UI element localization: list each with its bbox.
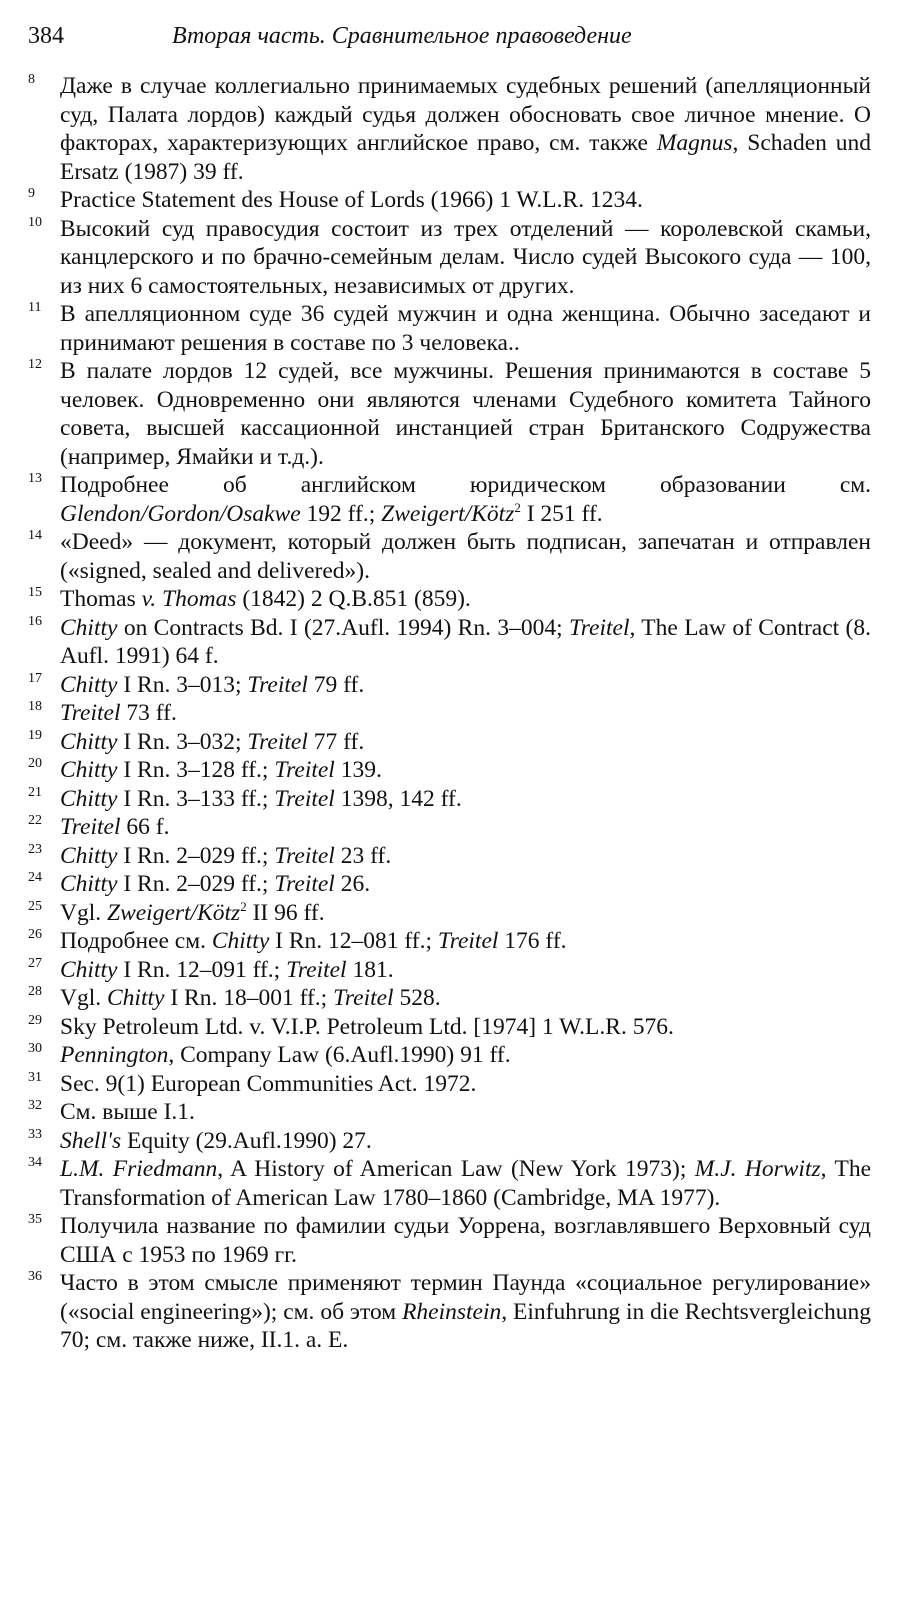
footnote-segment: Practice Statement des House of Lords (1966) 1 W.L.R. 1234. — [60, 187, 643, 213]
footnote-number: 30 — [28, 1041, 42, 1056]
footnote-italic-segment: Treitel — [274, 785, 335, 812]
footnote-italic-segment: Treitel — [274, 757, 335, 783]
footnote-italic-segment: Pennington — [60, 1042, 169, 1068]
footnote-segment: Подробнее см. — [60, 928, 212, 954]
footnote-segment: Sec. 9(1) European Communities Act. 1972. — [60, 1070, 477, 1097]
footnote — [28, 215, 871, 301]
footnote-segment: Высокий суд правосудия состоит из трех отделений — королевской скамьи, канцлерского и по брачно-семейным делам. Число судей Высокого суда — 100, из них 6 самостоятельных, независимых от других. — [60, 215, 871, 299]
footnote-segment: См. выше I.1. — [60, 1099, 195, 1125]
footnote-segment: , A History of American Law (New York 1973); — [217, 1156, 695, 1182]
footnote-segment: 192 ff.; — [300, 500, 382, 527]
footnote-text — [60, 786, 462, 812]
footnote-italic-segment: Treitel — [568, 614, 630, 641]
footnote-italic-segment: Rheinstein — [402, 1298, 502, 1325]
footnote-number: 34 — [28, 1155, 42, 1170]
footnote-italic-segment: Chitty — [60, 614, 118, 641]
footnote-italic-segment: Treitel — [274, 842, 335, 869]
footnote-segment: В апелляционном суде 36 судей мужчин и одна женщина. Обычно заседают и принимают решения в составе по 3 человека.. — [60, 301, 871, 356]
footnote-number: 36 — [28, 1269, 42, 1284]
footnote — [28, 813, 871, 842]
footnote-segment: Vgl. — [60, 899, 107, 926]
footnote-text — [60, 700, 177, 726]
footnote-number: 19 — [28, 727, 42, 743]
footnote-text — [60, 73, 871, 185]
footnote — [28, 1098, 871, 1127]
footnote-number: 27 — [28, 955, 42, 971]
footnote-italic-segment: Zweigert/Kötz — [107, 899, 241, 926]
footnote-italic-segment: Chitty — [211, 928, 270, 954]
footnote-segment: 176 ff. — [498, 928, 567, 954]
footnote-number: 9 — [28, 186, 35, 201]
footnote-segment: Даже в случае коллегиально принимаемых судебных решений (апелляционный суд, Палата лордов) каждый судья должен обосновать свое личное мнение. О факторах, характеризующих английское право, см. также — [60, 73, 871, 156]
footnote-number: 26 — [28, 927, 42, 942]
footnote-italic-segment: Magnus — [656, 130, 733, 156]
footnote-text — [60, 900, 325, 926]
footnote — [28, 1269, 871, 1355]
footnote-italic-segment: Treitel — [60, 814, 121, 840]
footnote-superscript: 2 — [240, 898, 247, 914]
footnote-number: 33 — [28, 1126, 42, 1142]
footnote-italic-segment: Treitel — [437, 928, 499, 954]
footnote-segment: 528. — [393, 985, 441, 1011]
footnote — [28, 984, 871, 1013]
footnote — [28, 186, 871, 215]
footnote-segment: Vgl. — [60, 985, 107, 1011]
footnote-text — [60, 301, 871, 356]
footnote-number: 13 — [28, 471, 42, 486]
footnote-italic-segment: Chitty — [60, 728, 118, 755]
footnote — [28, 471, 871, 528]
footnote-italic-segment: Chitty — [60, 757, 118, 783]
footnote-italic-segment: Chitty — [60, 871, 118, 897]
footnote-text — [60, 757, 382, 783]
footnote-segment: 26. — [334, 871, 371, 897]
footnote-italic-segment: Shell's — [60, 1127, 122, 1154]
footnote-text — [60, 928, 567, 954]
footnote — [28, 357, 871, 471]
footnote-text — [60, 729, 364, 755]
footnote-segment: Подробнее об английском юридическом образовании см. — [60, 472, 871, 498]
footnote — [28, 785, 871, 814]
footnote-text — [60, 1128, 372, 1154]
footnote-italic-segment: Zweigert/Kötz — [381, 500, 515, 527]
footnote-text — [60, 814, 169, 840]
footnote — [28, 699, 871, 728]
footnote-segment: I 251 ff. — [520, 500, 603, 527]
footnote — [28, 728, 871, 757]
footnote-number: 18 — [28, 699, 42, 714]
footnote-text — [60, 871, 370, 897]
footnote-number: 23 — [28, 841, 42, 857]
footnote-segment: Получила название по фамилии судьи Уоррена, возглавлявшего Верховный суд США с 1953 по 1969 гг. — [60, 1213, 871, 1268]
footnote-italic-segment: Chitty — [60, 671, 118, 698]
footnote-segment: В палате лордов 12 судей, все мужчины. Решения принимаются в составе 5 человек. Одновременно они являются членами Судебного комитета Тайного совета, высшей кассационной инстанцией стран Британского Содружества (например, Ямайки и т.д.). — [60, 358, 871, 470]
footnote-italic-segment: Chitty — [60, 956, 118, 983]
footnote-segment: 181. — [346, 956, 394, 983]
footnote-italic-segment: Chitty — [60, 842, 118, 869]
footnote-italic-segment: v. Thomas — [141, 586, 237, 612]
footnote-number: 21 — [28, 784, 42, 800]
footnote — [28, 927, 871, 956]
footnote-text — [60, 1213, 871, 1268]
footnote-number: 10 — [28, 214, 42, 230]
footnote — [28, 528, 871, 585]
footnote-italic-segment: Treitel — [247, 728, 308, 755]
footnote-segment: I Rn. 3–013; — [117, 671, 248, 698]
footnote-segment: Часто в этом смысле применяют термин Паунда «социальное регулирование» («social engineering»); см. об этом — [60, 1270, 871, 1325]
footnote — [28, 585, 871, 614]
footnote-italic-segment: Treitel — [60, 700, 121, 726]
footnote-segment: , Schaden und Ersatz (1987) 39 ff. — [60, 130, 871, 185]
footnote-segment: 79 ff. — [307, 671, 365, 698]
footnote-segment: «Deed» — документ, который должен быть подписан, запечатан и отправлен («signed, sealed and delivered»). — [60, 529, 871, 584]
footnote — [28, 300, 871, 357]
footnote-text — [60, 985, 441, 1011]
footnote-text — [60, 1099, 195, 1125]
footnote-italic-segment: Chitty — [107, 985, 165, 1011]
footnote-number: 8 — [28, 72, 35, 87]
footnote-segment: Thomas — [60, 586, 142, 612]
footnote-text — [60, 216, 871, 299]
footnote-segment: , Company Law (6.Aufl.1990) 91 ff. — [168, 1042, 511, 1068]
footnote-segment: on Contracts Bd. I (27.Aufl. 1994) Rn. 3–004; — [117, 614, 569, 641]
footnote-text — [60, 1042, 511, 1068]
footnote-number: 15 — [28, 585, 42, 600]
footnote-text — [60, 1071, 476, 1097]
footnote-segment: I Rn. 3–032; — [117, 728, 248, 755]
footnote-segment: 1398, 142 ff. — [334, 785, 462, 812]
footnote-text — [60, 187, 643, 213]
footnote-italic-segment: Treitel — [286, 956, 347, 983]
footnote-italic-segment: L.M. Friedmann — [60, 1156, 218, 1182]
footnotes-list — [28, 72, 871, 1355]
footnote — [28, 1070, 871, 1099]
footnote — [28, 870, 871, 899]
footnote — [28, 899, 871, 928]
footnote-segment: I Rn. 18–001 ff.; — [164, 985, 334, 1011]
footnote-segment: 23 ff. — [334, 842, 392, 869]
footnote-number: 22 — [28, 813, 42, 828]
page-number: 384 — [28, 23, 64, 49]
footnote-segment: 73 ff. — [120, 700, 177, 726]
footnote-segment: I Rn. 2–029 ff.; — [117, 842, 275, 869]
footnote-segment: 77 ff. — [307, 728, 365, 755]
footnote-text — [60, 586, 471, 612]
page-header — [28, 18, 888, 54]
footnote-number: 11 — [28, 300, 42, 315]
footnote-text — [60, 672, 364, 698]
footnote — [28, 1212, 871, 1269]
footnote — [28, 842, 871, 871]
running-title: Вторая часть. Сравнительное правоведение — [172, 23, 632, 49]
footnote-italic-segment: Treitel — [333, 985, 394, 1011]
footnote-number: 20 — [28, 756, 42, 771]
footnote-text — [60, 1014, 674, 1040]
footnote-segment: I Rn. 3–133 ff.; — [117, 785, 275, 812]
footnote-number: 24 — [28, 870, 42, 885]
footnote-segment: , Einfuhrung in die Rechtsvergleichung 70; см. также ниже, II.1. а. Е. — [60, 1298, 871, 1353]
footnote — [28, 1155, 871, 1212]
footnote-superscript: 2 — [514, 499, 521, 515]
footnote — [28, 756, 871, 785]
footnote-number: 31 — [28, 1069, 42, 1085]
footnote-italic-segment: Treitel — [247, 671, 308, 698]
footnote-number: 35 — [28, 1212, 42, 1227]
footnote-italic-segment: Glendon/Gordon/Osakwe — [60, 500, 301, 527]
footnote-segment: I Rn. 12–081 ff.; — [269, 928, 438, 954]
footnote-number: 32 — [28, 1098, 42, 1113]
footnote-number: 14 — [28, 528, 42, 543]
footnote — [28, 1013, 871, 1042]
footnote-italic-segment: M.J. Horwitz — [694, 1156, 821, 1182]
footnote — [28, 956, 871, 985]
footnote-segment: , The Law of Contract (8. Aufl. 1991) 64 f. — [60, 614, 871, 669]
footnote-number: 16 — [28, 613, 42, 629]
footnote-text — [60, 1156, 871, 1211]
footnote-text — [60, 615, 871, 670]
footnote-segment: II 96 ff. — [246, 899, 325, 926]
footnote-text — [60, 529, 871, 584]
footnote-number: 25 — [28, 898, 42, 914]
footnote-italic-segment: Chitty — [60, 785, 118, 812]
footnote-segment: I Rn. 3–128 ff.; — [117, 757, 275, 783]
footnote — [28, 72, 871, 186]
footnote-segment: 139. — [334, 757, 382, 783]
footnote-segment: 66 f. — [120, 814, 170, 840]
footnote-number: 17 — [28, 670, 42, 686]
footnote — [28, 1127, 871, 1156]
footnote — [28, 671, 871, 700]
footnote-number: 28 — [28, 984, 42, 999]
footnote — [28, 1041, 871, 1070]
footnote-segment: Sky Petroleum Ltd. v. V.I.P. Petroleum Ltd. [1974] 1 W.L.R. 576. — [60, 1013, 674, 1040]
footnote-segment: I Rn. 12–091 ff.; — [117, 956, 287, 983]
footnote-segment: (1842) 2 Q.B.851 (859). — [236, 586, 471, 612]
footnote-segment: , The Transformation of American Law 1780–1860 (Cambridge, MA 1977). — [60, 1156, 872, 1211]
footnote-text — [60, 957, 394, 983]
footnote-text — [60, 1270, 871, 1353]
footnote-number: 12 — [28, 357, 42, 372]
footnote-text — [60, 843, 391, 869]
footnote-text — [60, 472, 871, 527]
footnote-number: 29 — [28, 1012, 42, 1028]
footnote-segment: I Rn. 2–029 ff.; — [117, 871, 275, 897]
footnote-text — [60, 358, 871, 470]
footnote-italic-segment: Treitel — [274, 871, 335, 897]
footnote — [28, 614, 871, 671]
footnote-segment: Equity (29.Aufl.1990) 27. — [121, 1127, 372, 1154]
